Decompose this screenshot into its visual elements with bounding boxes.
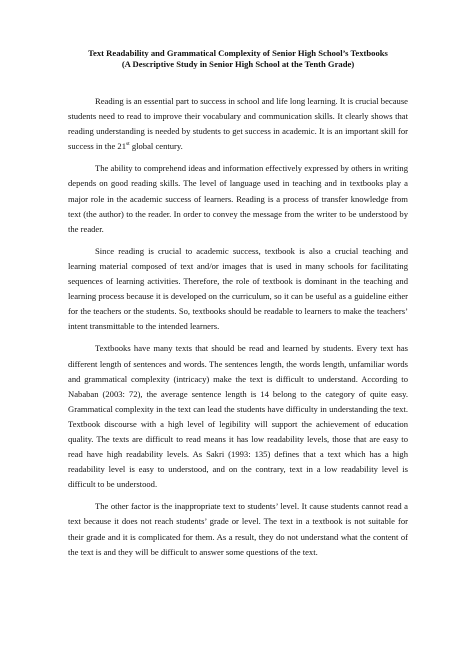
paragraph-1-text: Reading is an essential part to success in school and life long learning. It is crucial because students need to read to improve their vocabulary and communication skills. It clearly shows that reading understanding is needed by students to get success in academic. It is an important skill for success in the 21 — [68, 96, 408, 152]
paragraph-5: The other factor is the inappropriate text to students’ level. It cause students cannot read a text because it does not reach students’ grade or level. The text in a textbook is not suitable for their grade and it is complicated for them. As a result, they do not understand what the content of the text is and they will be difficult to answer some questions of the text. — [68, 501, 408, 557]
paragraph-1 — [68, 94, 408, 154]
paragraph-1-end: global century. — [129, 141, 183, 152]
title-line-2: (A Descriptive Study in Senior High School at the Tenth Grade) — [121, 59, 355, 69]
ordinal-superscript: st — [126, 141, 130, 148]
document-title — [68, 48, 408, 70]
paragraph-2: The ability to comprehend ideas and information effectively expressed by others in writing depends on good reading skills. The level of language used in teaching and in textbooks play a major role in the academic success of learners. Reading is a process of transfer knowledge from text (the author) to the reader. In order to convey the message from the writer to be understood by the reader. — [68, 163, 408, 234]
title-line-1: Text Readability and Grammatical Complexity of Senior High School’s Textbooks — [88, 48, 388, 58]
paragraph-3: Since reading is crucial to academic success, textbook is also a crucial teaching and learning material composed of text and/or images that is used in many schools for facilitating sequences of learning activities. Therefore, the role of textbook is dominant in the teaching and learning process because it is developed on the curriculum, so it can be useful as a guideline either for the teachers or the students. So, textbooks should be readable to learners to make the teachers’ intent transmittable to the intended learners. — [68, 245, 408, 332]
paragraph-4: Textbooks have many texts that should be read and learned by students. Every text has different length of sentences and words. The sentences length, the words length, unfamiliar words and grammatical complexity (intricacy) make the text is difficult to understand. According to Nababan (2003: 72), the average sentence length is 14 belong to the category of quite easy. Grammatical complexity in the text can lead the students have difficulty in understanding the text. Textbook discourse with a high level of legibility will support the achievement of education quality. The texts are difficult to read means it has low readability levels, those that are easy to read have high readability levels. As Sakri (1993: 135) defines that a text which has a high readability level is easy to understood, and on the contrary, text in a low readability level is difficult to be understood. — [68, 343, 408, 490]
